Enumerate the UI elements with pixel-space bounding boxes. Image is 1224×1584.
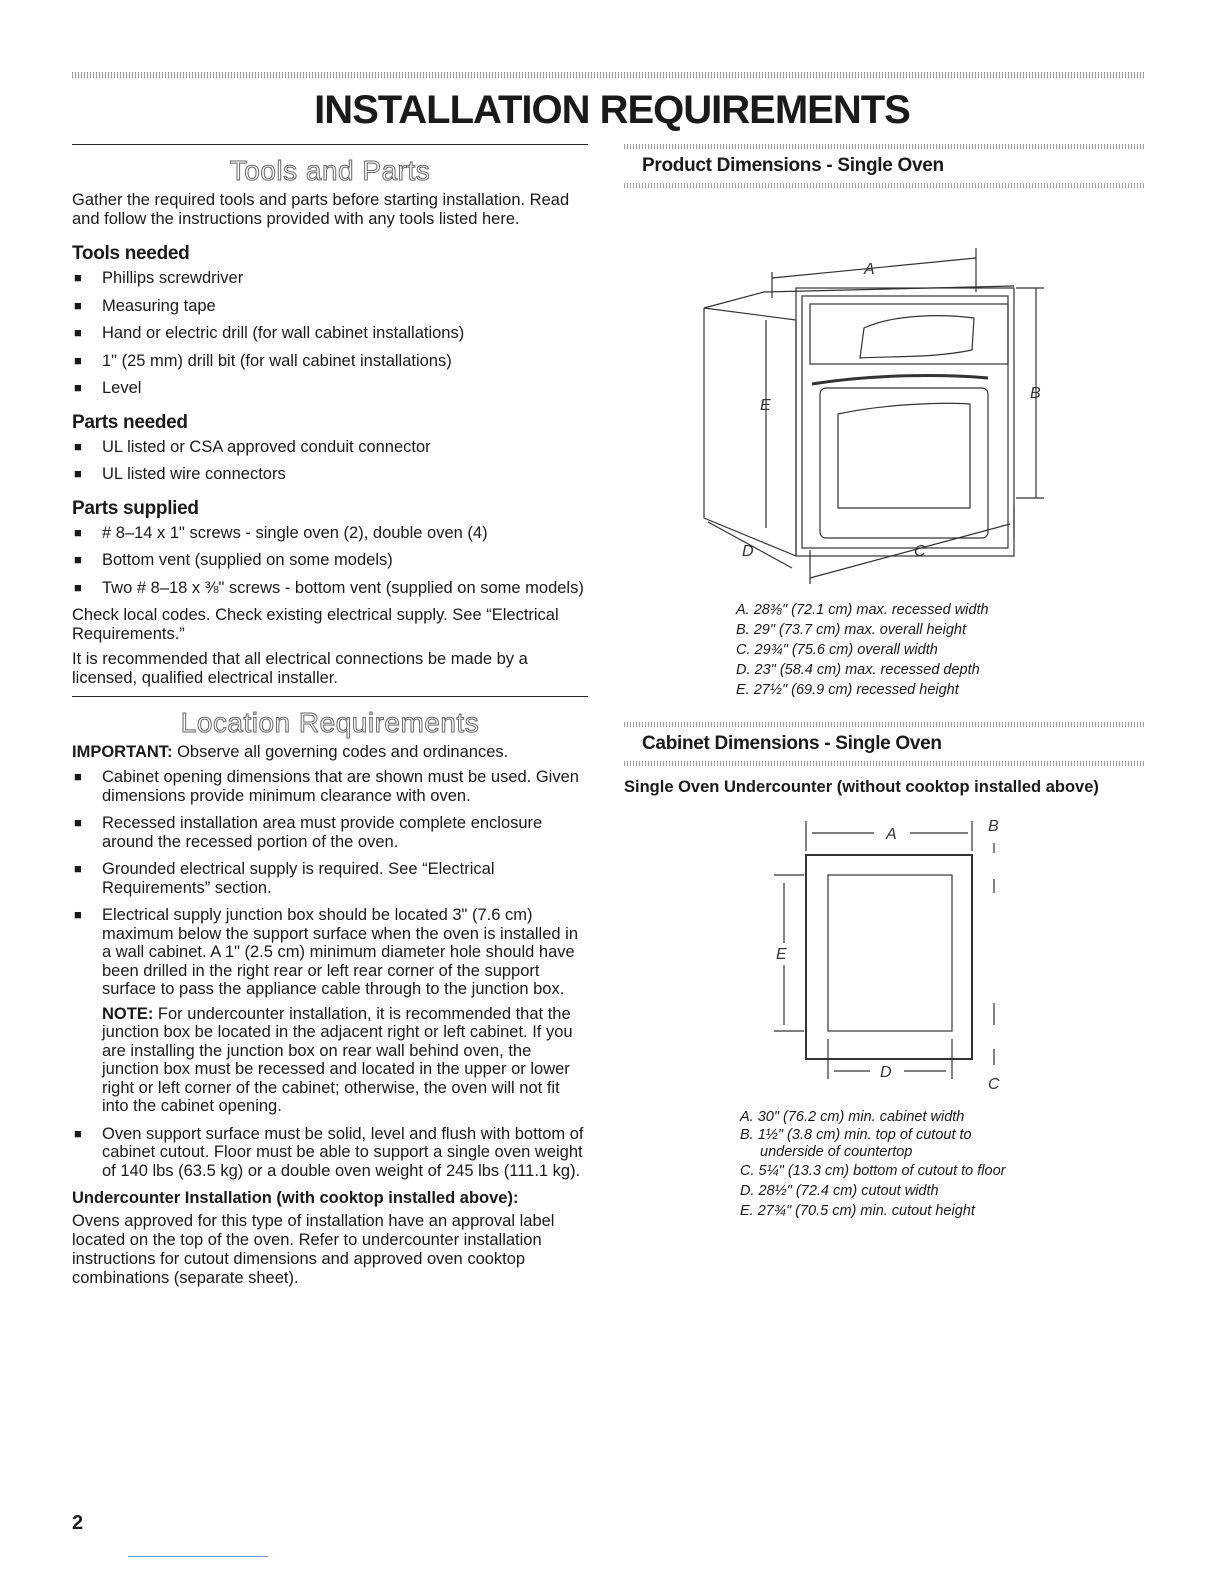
list-item: ■ Grounded electrical supply is required. See “Electrical Requirements” section. (74, 860, 495, 897)
check-codes-text: Check local codes. Check existing electrical supply. See “Electrical Requirements.” (72, 606, 559, 643)
tools-needed-heading: Tools needed (72, 243, 190, 264)
tools-parts-title: Tools and Parts (229, 155, 431, 186)
list-item: ■ Recessed installation area must provide complete enclosure around the recessed portion of the oven. (74, 814, 543, 851)
legend-item: A. 30" (76.2 cm) min. cabinet width (740, 1109, 965, 1125)
list-item: ■ Two # 8–18 x ⅜" screws - bottom vent (supplied on some models) (74, 578, 584, 597)
parts-supplied-heading: Parts supplied (72, 497, 199, 519)
dim-label-d: D (880, 1064, 892, 1081)
product-dimensions-legend (736, 600, 1144, 700)
dim-label-d: D (742, 543, 754, 560)
list-item: ■ Measuring tape (74, 296, 216, 315)
list-item: ■ Level (74, 379, 142, 397)
important-text: IMPORTANT: Observe all governing codes and ordinances. (72, 743, 509, 761)
dim-label-b: B (1030, 385, 1041, 402)
location-title: Location Requirements (180, 707, 480, 738)
page-title: INSTALLATION REQUIREMENTS (314, 88, 910, 132)
supplied-list (72, 524, 588, 598)
dim-label-e: E (760, 397, 771, 414)
list-item: ■ Electrical supply junction box should be located 3" (7.6 cm) maximum below the support surface when the oven is installed in a wall cabinet. A 1" (2.5 cm) minimum diameter hole should have been drilled in the right rear or left rear corner of the support surface to pass the appliance cable through to the junction box. NOTE: For undercounter installation, it is recommended that the junction box be located in the adjacent right or left cabinet. If you are installing the junction box on rear wall behind oven, the junction box must be recessed and located in the upper or lower right or left corner of the cabinet; otherwise, the oven will not fit into the cabinet opening. (72, 906, 588, 1116)
cabinet-subtitle: Single Oven Undercounter (without cooktop installed above) (624, 778, 1099, 796)
list-item: ■ Bottom vent (supplied on some models) (74, 551, 393, 569)
section-divider (72, 696, 588, 697)
dim-label-a: A (886, 826, 897, 843)
parts-list (72, 438, 588, 484)
dim-label-a: A (864, 261, 875, 278)
oven-dimension-diagram (624, 188, 1144, 560)
shaded-rule (624, 144, 1144, 149)
shaded-rule (624, 761, 1144, 766)
parts-needed-heading: Parts needed (72, 411, 188, 433)
legend-item: B. 29" (73.7 cm) max. overall height (736, 622, 966, 638)
recommend-text: It is recommended that all electrical connections be made by a licensed, qualified electrical installer. (72, 650, 528, 687)
dim-label-b: B (988, 818, 999, 835)
top-shaded-band (72, 72, 1144, 78)
legend-item: A. 28⅜" (72.1 cm) max. recessed width (736, 602, 989, 618)
tools-list (72, 269, 588, 398)
bottom-rule (128, 1556, 268, 1557)
list-item: ■ Oven support surface must be solid, level and flush with bottom of cabinet cutout. Floor must be able to support a single oven weight of 140 lbs (63.5 kg) or a double oven weight of 245 lbs (111.1 kg). (74, 1124, 584, 1180)
list-item: ■ UL listed wire connectors (74, 465, 286, 483)
list-item: ■ Hand or electric drill (for wall cabinet installations) (74, 324, 465, 342)
cabinet-dimension-diagram (624, 803, 1144, 1103)
list-item: ■ Phillips screwdriver (74, 269, 244, 287)
location-list (72, 768, 588, 1180)
undercounter-text: Ovens approved for this type of installation have an approval label located on the top of the oven. Refer to undercounter installation instructions for cutout dimensions and approved oven cooktop combinations (separate sheet). (72, 1212, 555, 1287)
list-item: ■ # 8–14 x 1" screws - single oven (2), double oven (4) (74, 523, 488, 542)
dim-label-e: E (776, 946, 787, 963)
list-item: ■ Cabinet opening dimensions that are shown must be used. Given dimensions provide minimum clearance with oven. (74, 768, 579, 805)
list-item: ■ 1" (25 mm) drill bit (for wall cabinet installations) (74, 351, 452, 370)
left-column (72, 144, 588, 1294)
legend-item: D. 28½" (72.4 cm) cutout width (740, 1183, 939, 1199)
shaded-rule (624, 722, 1144, 727)
legend-item: D. 23" (58.4 cm) max. recessed depth (736, 662, 980, 678)
dim-label-c: C (988, 1076, 1000, 1093)
legend-item: C. 5¼" (13.3 cm) bottom of cutout to floor (740, 1163, 1006, 1179)
page-number: 2 (72, 1512, 84, 1534)
cabinet-dimensions-title: Cabinet Dimensions - Single Oven (642, 733, 942, 754)
right-column (624, 144, 1144, 1221)
note-text: NOTE: For undercounter installation, it is recommended that the junction box be located in the adjacent right or left cabinet. If you are installing the junction box on rear wall behind oven, the junction box must be recessed and located in the upper or lower right or left corner of the cabinet; otherwise, the oven will not fit into the cabinet opening. (102, 1004, 573, 1115)
legend-item: B. 1½" (3.8 cm) min. top of cutout to (740, 1127, 972, 1143)
legend-item: C. 29¾" (75.6 cm) overall width (736, 642, 938, 658)
undercounter-heading: Undercounter Installation (with cooktop installed above): (72, 1189, 519, 1207)
legend-item: underside of countertop (760, 1144, 913, 1160)
legend-item: E. 27½" (69.9 cm) recessed height (736, 682, 959, 698)
list-item: ■ UL listed or CSA approved conduit connector (74, 437, 431, 456)
product-dimensions-title: Product Dimensions - Single Oven (642, 155, 944, 176)
dim-label-c: C (914, 543, 926, 560)
cabinet-dimensions-legend (740, 1107, 1144, 1221)
tools-parts-intro: Gather the required tools and parts before starting installation. Read and follow the instructions provided with any tools listed here. (72, 191, 570, 228)
section-divider (72, 144, 588, 145)
legend-item: E. 27¾" (70.5 cm) min. cutout height (740, 1203, 975, 1219)
